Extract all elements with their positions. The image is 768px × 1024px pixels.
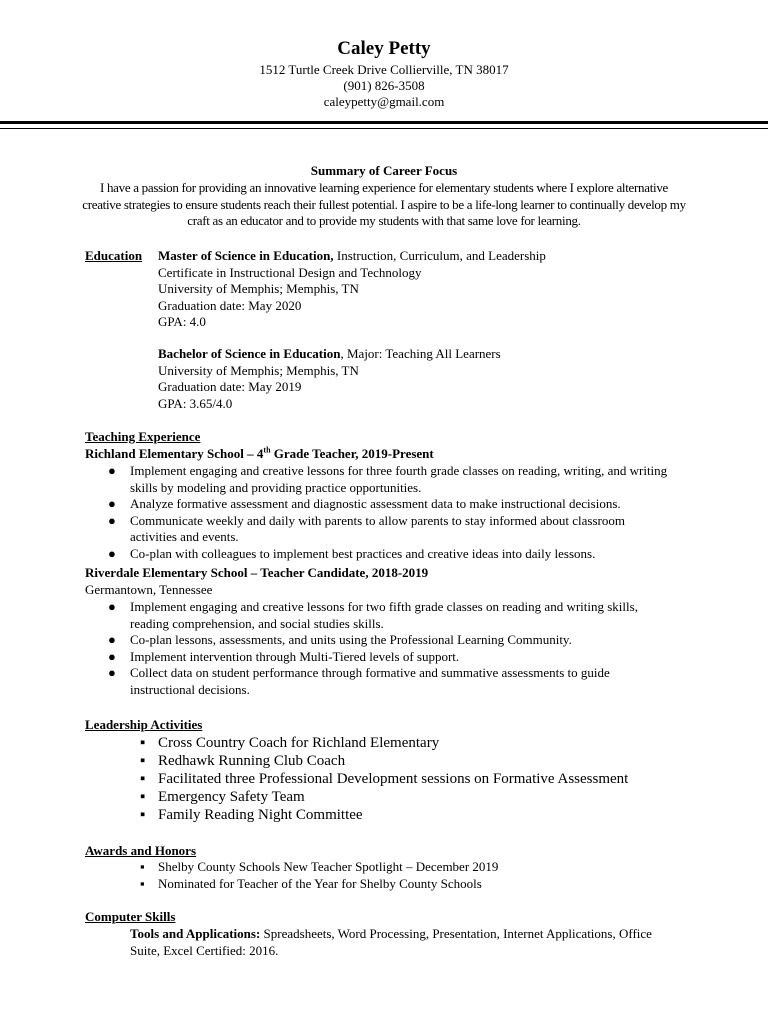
list-item — [140, 788, 698, 806]
bullet-text: Collect data on student performance through formative and summative assessments to guide instructional decisions. — [130, 665, 610, 697]
list-item — [108, 648, 675, 666]
list-item-text: Cross Country Coach for Richland Elementary — [158, 735, 440, 751]
list-item-text: Emergency Safety Team — [158, 789, 305, 805]
list-item — [140, 770, 698, 788]
list-item — [140, 859, 698, 876]
bullet-text: Analyze formative assessment and diagnostic assessment data to make instructional decisions. — [130, 496, 621, 511]
bullet-text: Implement intervention through Multi-Tiered levels of support. — [130, 648, 460, 664]
list-item — [140, 875, 698, 893]
awards-heading: Awards and Honors — [85, 843, 197, 858]
header-rule-thin — [0, 128, 768, 129]
header-rule-thick — [0, 121, 768, 124]
contact-email: caleypetty@gmail.com — [323, 94, 445, 109]
awards-list — [140, 859, 698, 892]
job-2-location: Germantown, Tennessee — [85, 582, 213, 597]
square-bullet-icon: ▪ — [140, 753, 146, 769]
job-1-title-post: Grade Teacher, 2019-Present — [270, 446, 434, 461]
education-degree-2 — [158, 346, 718, 412]
list-item-text: Nominated for Teacher of the Year for Shelby County Schools — [158, 875, 482, 891]
square-bullet-icon: ▪ — [140, 807, 146, 823]
degree-1-line: University of Memphis; Memphis, TN — [158, 281, 359, 296]
teaching-heading: Teaching Experience — [85, 429, 201, 444]
degree-1-line: Certificate in Instructional Design and Technology — [158, 264, 422, 280]
job-1-title-sup: th — [263, 445, 271, 455]
square-bullet-icon: ▪ — [140, 789, 146, 805]
bullet-text: Communicate weekly and daily with parents to allow parents to stay informed about classroom activities and events. — [130, 512, 625, 544]
leadership-heading: Leadership Activities — [85, 717, 203, 732]
degree-1-title: Master of Science in Education, — [158, 248, 334, 263]
job-2-bullets — [108, 599, 675, 698]
bullet-icon: ● — [108, 648, 116, 664]
list-item-text: Family Reading Night Committee — [158, 807, 363, 823]
degree-1-line: GPA: 4.0 — [158, 314, 206, 329]
list-item — [108, 599, 675, 632]
bullet-icon: ● — [108, 665, 116, 680]
list-item — [140, 806, 698, 824]
leadership-list — [140, 734, 698, 824]
list-item-text: Shelby County Schools New Teacher Spotlight – December 2019 — [158, 859, 499, 874]
degree-2-line: GPA: 3.65/4.0 — [158, 395, 233, 411]
education-degree-1 — [158, 248, 718, 331]
summary-text: I have a passion for providing an innovative learning experience for elementary students where I explore alternative creative strategies to ensure students reach their fullest potential. I aspire to be a life-long learner to continually develop my craft as an educator and to provide my students with that same love for learning. — [82, 180, 686, 228]
square-bullet-icon: ▪ — [140, 771, 146, 787]
skills-heading: Computer Skills — [85, 909, 176, 924]
contact-address: 1512 Turtle Creek Drive Collierville, TN 38017 — [259, 62, 509, 77]
education-heading: Education — [85, 248, 143, 263]
bullet-icon: ● — [108, 632, 116, 647]
list-item — [108, 512, 670, 546]
list-item — [108, 632, 675, 649]
list-item-text: Redhawk Running Club Coach — [158, 753, 346, 769]
degree-2-detail: , Major: Teaching All Learners — [340, 346, 501, 361]
bullet-icon: ● — [108, 545, 116, 561]
square-bullet-icon: ▪ — [140, 875, 145, 891]
bullet-icon: ● — [108, 512, 116, 528]
bullet-text: Co-plan lessons, assessments, and units using the Professional Learning Community. — [130, 632, 572, 647]
list-item — [108, 665, 675, 698]
list-item — [108, 463, 670, 496]
degree-1-detail: Instruction, Curriculum, and Leadership — [333, 248, 546, 263]
list-item — [108, 545, 670, 563]
degree-2-line: University of Memphis; Memphis, TN — [158, 362, 359, 378]
bullet-icon: ● — [108, 599, 116, 614]
bullet-text: Implement engaging and creative lessons for two fifth grade classes on reading and writing skills, reading comprehension, and social studies skills. — [130, 599, 638, 631]
list-item — [140, 734, 698, 752]
job-1-bullets — [108, 463, 670, 562]
square-bullet-icon: ▪ — [140, 735, 146, 751]
degree-2-line: Graduation date: May 2019 — [158, 379, 302, 394]
resume-name: Caley Petty — [337, 38, 431, 59]
list-item — [108, 496, 670, 513]
degree-1-line: Graduation date: May 2020 — [158, 297, 302, 313]
bullet-icon: ● — [108, 496, 116, 511]
bullet-text: Implement engaging and creative lessons for three fourth grade classes on reading, writing, and writing skills by modeling and providing practice opportunities. — [130, 463, 668, 495]
bullet-icon: ● — [108, 463, 116, 478]
summary-title: Summary of Career Focus — [310, 163, 458, 178]
job-1-title — [85, 446, 434, 463]
skills-value: Spreadsheets, Word Processing, Presentation, Internet Applications, Office Suite, Excel Certified: 2016. — [130, 926, 652, 958]
bullet-text: Co-plan with colleagues to implement best practices and creative ideas into daily lessons. — [130, 545, 596, 561]
skills-label: Tools and Applications: — [130, 926, 261, 941]
contact-phone: (901) 826-3508 — [343, 78, 425, 93]
skills-text — [130, 926, 670, 959]
job-1-title-pre: Richland Elementary School – 4 — [85, 446, 264, 461]
square-bullet-icon: ▪ — [140, 859, 145, 874]
degree-2-title: Bachelor of Science in Education — [158, 346, 341, 361]
job-2-title: Riverdale Elementary School – Teacher Candidate, 2018-2019 — [85, 565, 429, 580]
list-item — [140, 752, 698, 770]
list-item-text: Facilitated three Professional Development sessions on Formative Assessment — [158, 771, 629, 787]
